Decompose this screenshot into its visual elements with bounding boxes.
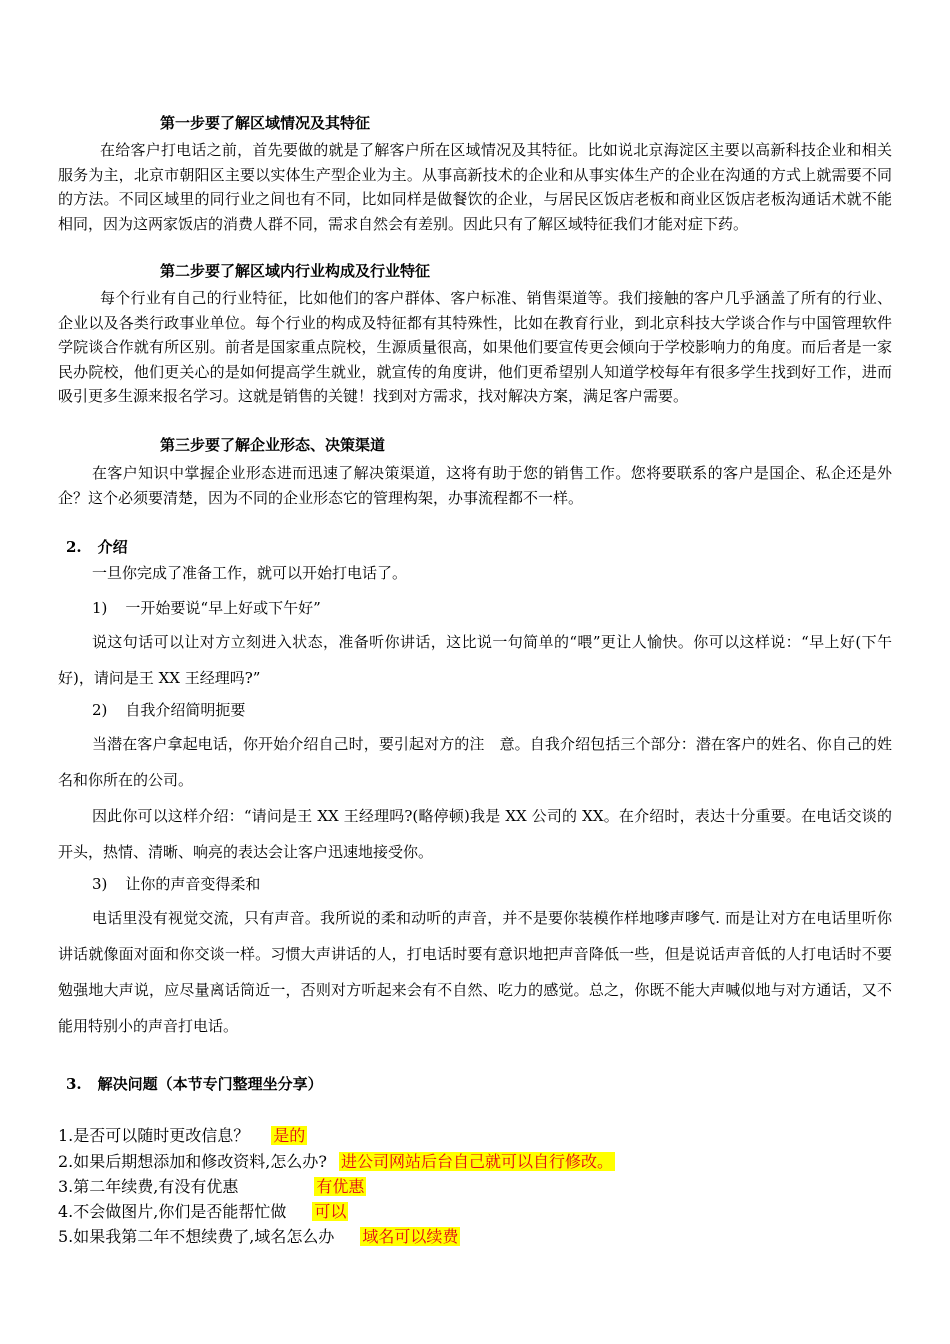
qa-item [58, 1125, 307, 1147]
item2-body2: 因此你可以这样介绍：“请问是王 XX 王经理吗?(略停顿)我是 XX 公司的 XX。在介绍时，表达十分重要。在电话交谈的开头，热情、清晰、响亮的表达会让客户迅速地接受你。 [58, 807, 892, 861]
section2-intro: 一旦你完成了准备工作，就可以开始打电话了。 [92, 564, 408, 582]
item2-body: 当潜在客户拿起电话，你开始介绍自己时，要引起对方的注 意。自我介绍包括三个部分：潜在客户的姓名、你自己的姓名和你所在的公司。 [58, 735, 892, 789]
item1-header [92, 597, 321, 619]
section2-heading [66, 537, 128, 557]
qa-answer: 域名可以续费 [362, 1227, 459, 1246]
item2-number: 2) [92, 701, 108, 719]
qa-question: 2.如果后期想添加和修改资料,怎么办? [58, 1152, 327, 1171]
qa-item [58, 1151, 615, 1173]
qa-item [58, 1201, 348, 1223]
section3-heading [66, 1074, 323, 1094]
section3-title: 解决问题（本节专门整理坐分享） [97, 1075, 323, 1093]
item2-header [92, 699, 245, 721]
item3-body: 电话里没有视觉交流，只有声音。我所说的柔和动听的声音，并不是要你装模作样地嗲声嗲气. 而是让对方在电话里听你讲话就像面对面和你交谈一样。习惯大声讲话的人，打电话时要有意识地把声音降低一些，但是说话声音低的人打电话时不要勉强地大声说，应尽量离话筒近一，否则对方听起来会有不自然、吃力的感觉。总之，你既不能大声喊似地与对方通话，又不能用特别小的声音打电话。 [58, 909, 892, 1035]
qa-answer: 进公司网站后台自己就可以自行修改。 [340, 1152, 613, 1171]
step1-body: 在给客户打电话之前，首先要做的就是了解客户所在区域情况及其特征。比如说北京海淀区主要以高新科技企业和相关服务为主，北京市朝阳区主要以实体生产型企业为主。从事高新技术的企业和从事实体生产的企业在沟通的方式上就需要不同的方法。不同区域里的同行业之间也有不同，比如同样是做餐饮的企业，与居民区饭店老板和商业区饭店老板沟通话术就不能相同，因为这两家饭店的消费人群不同，需求自然会有差别。因此只有了解区域特征我们才能对症下药。 [58, 141, 892, 233]
section2-title: 介绍 [97, 538, 128, 556]
qa-question: 5.如果我第二年不想续费了,域名怎么办 [58, 1227, 335, 1246]
item1-title: 一开始要说“早上好或下午好” [125, 599, 321, 617]
step3-body: 在客户知识中掌握企业形态进而迅速了解决策渠道，这将有助于您的销售工作。您将要联系的客户是国企、私企还是外企？这个必须要清楚，因为不同的企业形态它的管理构架，办事流程都不一样。 [58, 464, 892, 507]
section2-number: 2. [66, 538, 82, 556]
section3-number: 3. [66, 1075, 82, 1093]
qa-answer: 可以 [314, 1202, 347, 1221]
item1-body: 说这句话可以让对方立刻进入状态，准备听你讲话，这比说一句简单的“喂”更让人愉快。你可以这样说：“早上好(下午好)，请问是王 XX 王经理吗?” [58, 633, 892, 687]
step1-heading: 第一步要了解区域情况及其特征 [160, 114, 371, 132]
qa-question: 1.是否可以随时更改信息？ [58, 1126, 250, 1145]
item3-header [92, 873, 260, 895]
item2-title: 自我介绍简明扼要 [125, 701, 246, 719]
step3-heading: 第三步要了解企业形态、决策渠道 [160, 436, 386, 454]
step2-body: 每个行业有自己的行业特征，比如他们的客户群体、客户标准、销售渠道等。我们接触的客户几乎涵盖了所有的行业、企业以及各类行政事业单位。每个行业的构成及特征都有其特殊性，比如在教育行业，到北京科技大学谈合作与中国管理软件学院谈合作就有所区别。前者是国家重点院校，生源质量很高，如果他们要宣传更会倾向于学校影响力的角度。而后者是一家民办院校，他们更关心的是如何提高学生就业，就宣传的角度讲，他们更希望别人知道学校每年有很多学生找到好工作，进而吸引更多生源来报名学习。这就是销售的关键！找到对方需求，找对解决方案，满足客户需要。 [58, 289, 892, 406]
qa-answer: 有优惠 [316, 1177, 365, 1196]
qa-question: 4.不会做图片,你们是否能帮忙做 [58, 1202, 287, 1221]
qa-item [58, 1176, 366, 1198]
qa-answer: 是的 [273, 1126, 306, 1145]
item3-title: 让你的声音变得柔和 [125, 875, 261, 893]
qa-item [58, 1226, 460, 1248]
qa-question: 3.第二年续费,有没有优惠 [58, 1177, 239, 1196]
item1-number: 1) [92, 599, 108, 617]
item3-number: 3) [92, 875, 108, 893]
step2-heading: 第二步要了解区域内行业构成及行业特征 [160, 262, 431, 280]
